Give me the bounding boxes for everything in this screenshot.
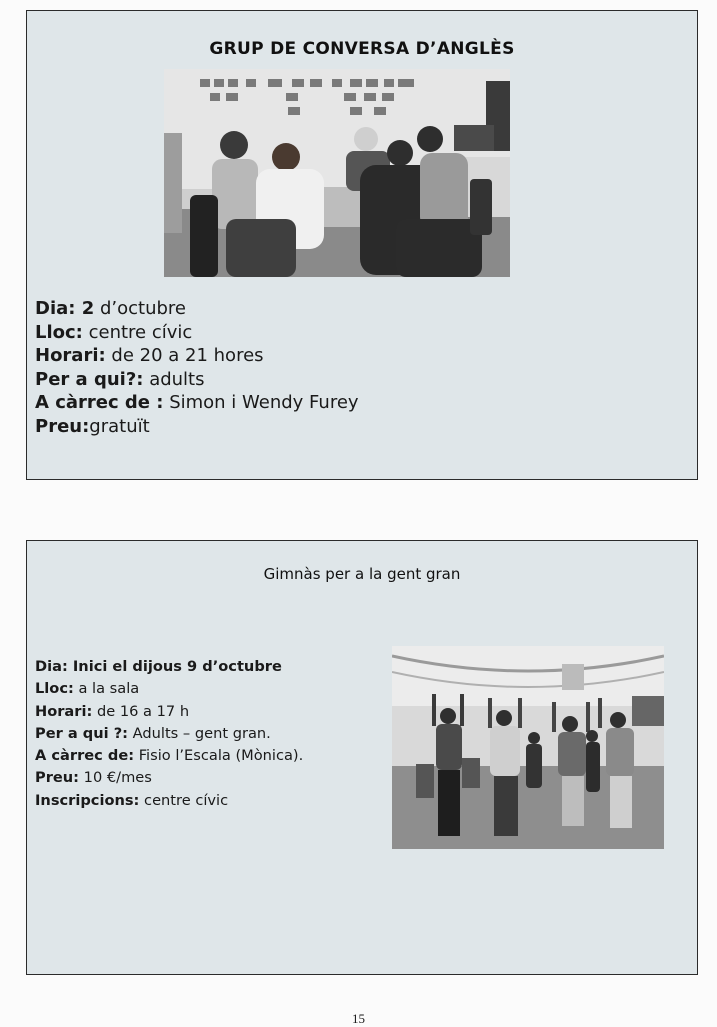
detail-price: Preu: 10 €/mes bbox=[35, 769, 152, 787]
detail-registration: Inscripcions: centre cívic bbox=[35, 791, 229, 809]
activity-details bbox=[35, 656, 303, 812]
activity-details bbox=[35, 297, 359, 438]
page-number: 15 bbox=[352, 1011, 365, 1026]
activity-card-english bbox=[26, 10, 698, 480]
detail-day: Dia: 2 d’octubre bbox=[35, 298, 186, 319]
card-title: GRUP DE CONVERSA D’ANGLÈS bbox=[209, 39, 515, 59]
detail-audience: Per a qui ?: Adults – gent gran. bbox=[35, 724, 271, 742]
detail-day: Dia: Inici el dijous 9 d’octubre bbox=[35, 658, 282, 675]
detail-price: Preu:gratuït bbox=[35, 415, 150, 437]
photo-gym-seniors-image bbox=[392, 646, 664, 849]
detail-audience: Per a qui?: adults bbox=[35, 368, 205, 390]
detail-instructor: A càrrec de : Simon i Wendy Furey bbox=[35, 392, 359, 413]
activity-card-gym bbox=[26, 540, 698, 975]
card-title: Gimnàs per a la gent gran bbox=[263, 565, 461, 583]
photo-conversation-group bbox=[164, 69, 510, 277]
detail-place: Lloc: centre cívic bbox=[35, 321, 193, 343]
detail-schedule: Horari: de 20 a 21 hores bbox=[35, 345, 264, 366]
photo-conversation-group-image bbox=[164, 69, 510, 277]
photo-gym-seniors bbox=[392, 646, 664, 849]
detail-instructor: A càrrec de: Fisio l’Escala (Mònica). bbox=[35, 747, 304, 765]
detail-schedule: Horari: de 16 a 17 h bbox=[35, 702, 190, 720]
detail-place: Lloc: a la sala bbox=[35, 680, 140, 698]
